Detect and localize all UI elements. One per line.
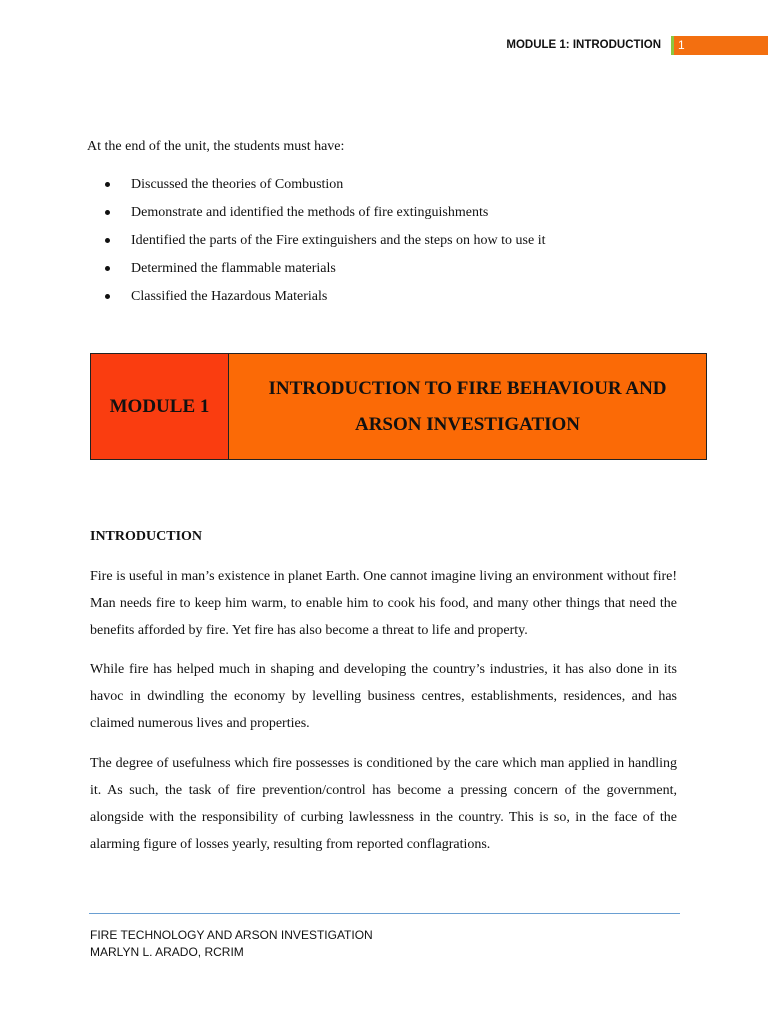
bullet-icon [105, 182, 110, 187]
module-title: INTRODUCTION TO FIRE BEHAVIOUR AND ARSON INVESTIGATION [229, 354, 706, 459]
objectives-intro: At the end of the unit, the students must have: [87, 139, 345, 154]
objective-text: Classified the Hazardous Materials [131, 289, 328, 304]
module-banner [90, 353, 707, 460]
footer-author: MARLYN L. ARADO, RCRIM [90, 945, 244, 959]
body-paragraph: The degree of usefulness which fire possesses is conditioned by the care which man applied in handling it. As such, the task of fire prevention/control has become a pressing concern of the government, alongside with the responsibility of curbing lawlessness in the country. This is so, in the face of the alarming figure of losses yearly, resulting from reported conflagrations. [90, 756, 677, 852]
footer-divider [89, 913, 680, 914]
objective-text: Demonstrate and identified the methods of fire extinguishments [131, 205, 489, 220]
list-item [105, 231, 545, 259]
list-item [105, 175, 545, 203]
section-heading: INTRODUCTION [90, 529, 203, 544]
body-paragraph: While fire has helped much in shaping and developing the country’s industries, it has also done in its havoc in dwindling the economy by levelling business centres, establishments, residences, and has claimed numerous lives and properties. [90, 662, 677, 731]
page-header [506, 36, 768, 55]
body-paragraph: Fire is useful in man’s existence in planet Earth. One cannot imagine living an environment without fire! Man needs fire to keep him warm, to enable him to cook his food, and many other things that need the benefits afforded by fire. Yet fire has also become a threat to life and property. [90, 569, 677, 638]
bullet-icon [105, 266, 110, 271]
header-title: MODULE 1: INTRODUCTION [506, 39, 661, 51]
bullet-icon [105, 210, 110, 215]
module-label: MODULE 1 [91, 354, 229, 459]
objective-text: Discussed the theories of Combustion [131, 177, 344, 192]
page-footer [90, 927, 373, 961]
list-item [105, 203, 545, 231]
list-item [105, 287, 545, 315]
objective-text: Determined the flammable materials [131, 261, 336, 276]
objective-text: Identified the parts of the Fire extinguishers and the steps on how to use it [131, 233, 546, 248]
bullet-icon [105, 238, 110, 243]
footer-course-title: FIRE TECHNOLOGY AND ARSON INVESTIGATION [90, 928, 373, 942]
bullet-icon [105, 294, 110, 299]
objectives-list [105, 175, 545, 315]
list-item [105, 259, 545, 287]
page-number: 1 [674, 36, 768, 55]
